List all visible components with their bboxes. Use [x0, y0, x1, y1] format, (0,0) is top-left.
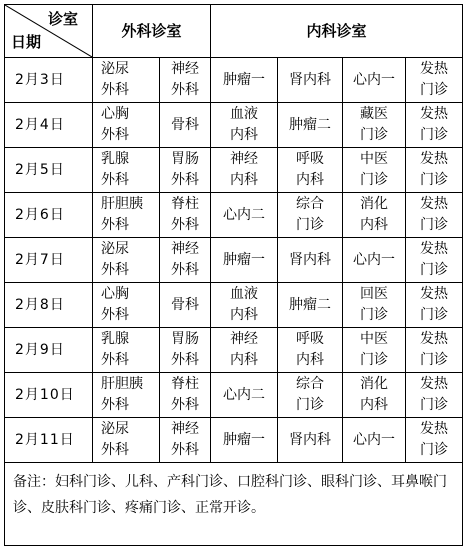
- header-surgery: 外科诊室: [93, 5, 211, 58]
- cell-text-line: 内科: [360, 217, 389, 233]
- surgery-room-2: [160, 283, 211, 328]
- date-cell: 2月3日: [5, 58, 93, 103]
- corner-label-room: 诊室: [47, 10, 78, 28]
- cell-text-line: 门诊: [360, 172, 389, 188]
- cell-text-line: 胃肠: [171, 331, 199, 347]
- surgery-room-1: [93, 148, 160, 193]
- cell-text-line: 外科: [101, 307, 129, 323]
- date-cell: 2月9日: [5, 328, 93, 373]
- cell-text-line: 回医: [360, 286, 389, 302]
- cell-text-line: 心内一: [353, 431, 396, 448]
- date-cell: 2月5日: [5, 148, 93, 193]
- cell-text-line: 外科: [171, 397, 199, 413]
- cell-text-line: 门诊: [420, 82, 449, 98]
- internal-room-1: [211, 373, 278, 418]
- cell-text-line: 骨科: [171, 296, 199, 313]
- cell-text-line: 中医: [360, 151, 389, 167]
- surgery-room-2: [160, 238, 211, 283]
- date-cell: 2月4日: [5, 103, 93, 148]
- internal-room-4: [406, 373, 463, 418]
- surgery-room-1: [93, 58, 160, 103]
- surgery-room-2: [160, 418, 211, 463]
- internal-room-2: [278, 373, 343, 418]
- internal-room-3: [343, 328, 406, 373]
- note-row: [5, 463, 463, 546]
- cell-text-line: 发热: [420, 61, 449, 77]
- cell-text-line: 外科: [101, 172, 129, 188]
- cell-text-line: 神经: [171, 421, 199, 437]
- cell-text-line: 内科: [296, 352, 325, 368]
- surgery-room-1: [93, 373, 160, 418]
- internal-room-2: [278, 58, 343, 103]
- table-row: [5, 193, 463, 238]
- cell-text-line: 藏医: [360, 106, 389, 122]
- cell-text-line: 神经: [230, 151, 259, 167]
- internal-room-1: [211, 328, 278, 373]
- table-row: [5, 283, 463, 328]
- internal-room-2: [278, 283, 343, 328]
- internal-room-3: [343, 58, 406, 103]
- cell-text-line: 外科: [171, 352, 199, 368]
- cell-text-line: 外科: [101, 442, 129, 458]
- cell-text-line: 门诊: [420, 397, 449, 413]
- cell-text-line: 泌尿: [101, 61, 129, 77]
- cell-text-line: 外科: [171, 442, 199, 458]
- cell-text-line: 发热: [420, 421, 449, 437]
- surgery-room-1: [93, 418, 160, 463]
- cell-text-line: 肝胆胰: [101, 376, 143, 392]
- cell-text-line: 心胸: [101, 106, 129, 122]
- cell-text-line: 外科: [101, 262, 129, 278]
- internal-room-3: [343, 193, 406, 238]
- schedule-container: [4, 4, 462, 546]
- internal-room-3: [343, 238, 406, 283]
- internal-room-3: [343, 103, 406, 148]
- internal-room-1: [211, 418, 278, 463]
- cell-text-line: 肾内科: [289, 251, 332, 268]
- date-cell: 2月8日: [5, 283, 93, 328]
- internal-room-2: [278, 193, 343, 238]
- cell-text-line: 血液: [230, 106, 259, 122]
- internal-room-1: [211, 58, 278, 103]
- internal-room-1: [211, 238, 278, 283]
- cell-text-line: 门诊: [420, 442, 449, 458]
- cell-text-line: 外科: [171, 82, 199, 98]
- corner-label-date: 日期: [11, 33, 42, 51]
- table-row: [5, 328, 463, 373]
- cell-text-line: 肿瘤一: [223, 251, 266, 268]
- header-internal: 内科诊室: [211, 5, 463, 58]
- internal-room-4: [406, 238, 463, 283]
- table-row: [5, 148, 463, 193]
- internal-room-3: [343, 148, 406, 193]
- surgery-room-2: [160, 103, 211, 148]
- internal-room-2: [278, 238, 343, 283]
- cell-text-line: 泌尿: [101, 421, 129, 437]
- cell-text-line: 门诊: [360, 127, 389, 143]
- cell-text-line: 内科: [230, 352, 259, 368]
- cell-text-line: 内科: [296, 172, 325, 188]
- cell-text-line: 外科: [171, 262, 199, 278]
- cell-text-line: 门诊: [420, 262, 449, 278]
- cell-text-line: 神经: [230, 331, 259, 347]
- surgery-room-1: [93, 238, 160, 283]
- internal-room-4: [406, 58, 463, 103]
- surgery-room-2: [160, 193, 211, 238]
- surgery-room-1: [93, 283, 160, 328]
- cell-text-line: 消化: [360, 376, 389, 392]
- cell-text-line: 门诊: [420, 127, 449, 143]
- cell-text-line: 发热: [420, 196, 449, 212]
- cell-text-line: 发热: [420, 241, 449, 257]
- cell-text-line: 门诊: [360, 352, 389, 368]
- cell-text-line: 内科: [360, 397, 389, 413]
- table-row: [5, 58, 463, 103]
- cell-text-line: 心内一: [353, 251, 396, 268]
- cell-text-line: 外科: [171, 217, 199, 233]
- cell-text-line: 门诊: [420, 217, 449, 233]
- cell-text-line: 肿瘤一: [223, 431, 266, 448]
- surgery-room-2: [160, 148, 211, 193]
- header-row: [5, 5, 463, 58]
- internal-room-4: [406, 418, 463, 463]
- cell-text-line: 发热: [420, 106, 449, 122]
- internal-room-1: [211, 148, 278, 193]
- cell-text-line: 呼吸: [296, 331, 325, 347]
- cell-text-line: 内科: [230, 127, 259, 143]
- cell-text-line: 骨科: [171, 116, 199, 133]
- cell-text-line: 呼吸: [296, 151, 325, 167]
- date-cell: 2月11日: [5, 418, 93, 463]
- cell-text-line: 消化: [360, 196, 389, 212]
- cell-text-line: 门诊: [296, 217, 325, 233]
- cell-text-line: 脊柱: [171, 196, 199, 212]
- internal-room-1: [211, 193, 278, 238]
- internal-room-2: [278, 328, 343, 373]
- cell-text-line: 综合: [296, 196, 325, 212]
- date-cell: 2月7日: [5, 238, 93, 283]
- cell-text-line: 综合: [296, 376, 325, 392]
- cell-text-line: 血液: [230, 286, 259, 302]
- table-row: [5, 418, 463, 463]
- cell-text-line: 门诊: [420, 352, 449, 368]
- cell-text-line: 肾内科: [289, 431, 332, 448]
- cell-text-line: 内科: [230, 172, 259, 188]
- surgery-room-2: [160, 328, 211, 373]
- cell-text-line: 门诊: [420, 307, 449, 323]
- cell-text-line: 乳腺: [101, 331, 129, 347]
- cell-text-line: 肾内科: [289, 71, 332, 88]
- cell-text-line: 心内二: [223, 206, 266, 223]
- internal-room-2: [278, 418, 343, 463]
- cell-text-line: 中医: [360, 331, 389, 347]
- cell-text-line: 内科: [230, 307, 259, 323]
- surgery-room-1: [93, 103, 160, 148]
- cell-text-line: 发热: [420, 376, 449, 392]
- cell-text-line: 泌尿: [101, 241, 129, 257]
- table-row: [5, 103, 463, 148]
- cell-text-line: 神经: [171, 61, 199, 77]
- table-row: [5, 373, 463, 418]
- surgery-room-2: [160, 58, 211, 103]
- internal-room-4: [406, 148, 463, 193]
- surgery-room-1: [93, 193, 160, 238]
- cell-text-line: 肝胆胰: [101, 196, 143, 212]
- table-row: [5, 238, 463, 283]
- cell-text-line: 外科: [101, 352, 129, 368]
- internal-room-1: [211, 103, 278, 148]
- cell-text-line: 心内一: [353, 71, 396, 88]
- cell-text-line: 发热: [420, 331, 449, 347]
- surgery-room-1: [93, 328, 160, 373]
- clinic-schedule-table: [4, 4, 463, 546]
- cell-text-line: 外科: [101, 397, 129, 413]
- cell-text-line: 外科: [171, 172, 199, 188]
- cell-text-line: 外科: [101, 217, 129, 233]
- cell-text-line: 肿瘤二: [289, 116, 332, 133]
- cell-text-line: 乳腺: [101, 151, 129, 167]
- internal-room-4: [406, 193, 463, 238]
- internal-room-3: [343, 373, 406, 418]
- cell-text-line: 心胸: [101, 286, 129, 302]
- note-cell: 备注：妇科门诊、儿科、产科门诊、口腔科门诊、眼科门诊、耳鼻喉门诊、皮肤科门诊、疼痛门诊、正常开诊。: [5, 463, 463, 546]
- internal-room-4: [406, 328, 463, 373]
- date-cell: 2月10日: [5, 373, 93, 418]
- cell-text-line: 门诊: [296, 397, 325, 413]
- surgery-room-2: [160, 373, 211, 418]
- internal-room-3: [343, 283, 406, 328]
- internal-room-2: [278, 103, 343, 148]
- header-corner-cell: [5, 5, 93, 58]
- internal-room-3: [343, 418, 406, 463]
- cell-text-line: 胃肠: [171, 151, 199, 167]
- cell-text-line: 肿瘤一: [223, 71, 266, 88]
- cell-text-line: 脊柱: [171, 376, 199, 392]
- date-cell: 2月6日: [5, 193, 93, 238]
- cell-text-line: 发热: [420, 286, 449, 302]
- internal-room-4: [406, 103, 463, 148]
- cell-text-line: 神经: [171, 241, 199, 257]
- cell-text-line: 外科: [101, 127, 129, 143]
- cell-text-line: 门诊: [360, 307, 389, 323]
- internal-room-4: [406, 283, 463, 328]
- cell-text-line: 外科: [101, 82, 129, 98]
- cell-text-line: 心内二: [223, 386, 266, 403]
- cell-text-line: 发热: [420, 151, 449, 167]
- cell-text-line: 门诊: [420, 172, 449, 188]
- cell-text-line: 肿瘤二: [289, 296, 332, 313]
- internal-room-2: [278, 148, 343, 193]
- internal-room-1: [211, 283, 278, 328]
